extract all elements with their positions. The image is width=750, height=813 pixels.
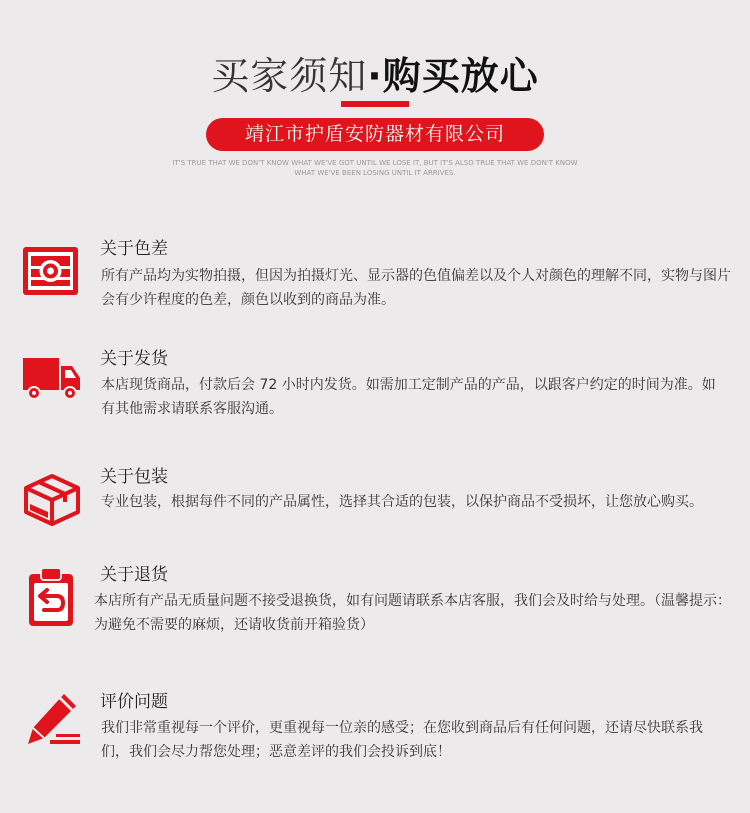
- section-title-returns: 关于退货: [100, 565, 168, 585]
- return-clipboard-icon: [22, 566, 82, 626]
- section-title-reviews: 评价问题: [100, 692, 168, 712]
- section-title-color: 关于色差: [100, 239, 168, 259]
- company-name-badge: 靖江市护盾安防器材有限公司: [206, 118, 544, 151]
- title-dot: ·: [367, 54, 383, 98]
- package-box-icon: [22, 468, 82, 528]
- section-body-reviews: 我们非常重视每一个评价，更重视每一位亲的感受；在您收到商品后有任何问题，还请尽快联系我们，我们会尽力帮您处理；恶意差评的我们会投诉到底！: [101, 720, 703, 760]
- title-bold: 购买放心: [382, 54, 539, 98]
- tagline: IT'S TRUE THAT WE DON'T KNOW WHAT WE'VE GOT UNTIL WE LOSE IT, BUT IT'S ALSO TRUE THAT WE DON'T KNOW WHAT WE'VE BEEN LOSING UNTIL IT ARRIVES.: [172, 159, 578, 177]
- section-title-packaging: 关于包装: [100, 467, 168, 487]
- section-body-packaging: 专业包装，根据每件不同的产品属性，选择其合适的包装，以保护商品不受损坏，让您放心购买。: [101, 494, 703, 510]
- pencil-review-icon: [20, 690, 80, 750]
- section-body-color: 所有产品均为实物拍摄，但因为拍摄灯光、显示器的色值偏差以及个人对颜色的理解不同，实物与图片会有少许程度的色差，颜色以收到的商品为准。: [101, 268, 731, 308]
- section-body-returns: 本店所有产品无质量问题不接受退换货，如有问题请联系本店客服，我们会及时给与处理。（温馨提示：为避免不需要的麻烦，还请收货前开箱验货）: [94, 593, 731, 633]
- truck-icon: [22, 350, 82, 410]
- section-body-shipping: 本店现货商品，付款后会 72 小时内发货。如需加工定制产品的产品，以跟客户约定的时间为准。如有其他需求请联系客服沟通。: [101, 377, 716, 417]
- page-title: [0, 54, 750, 98]
- section-title-shipping: 关于发货: [100, 349, 168, 369]
- title-underline: [341, 101, 409, 107]
- camera-icon: [22, 240, 82, 300]
- title-light: 买家须知: [211, 54, 368, 98]
